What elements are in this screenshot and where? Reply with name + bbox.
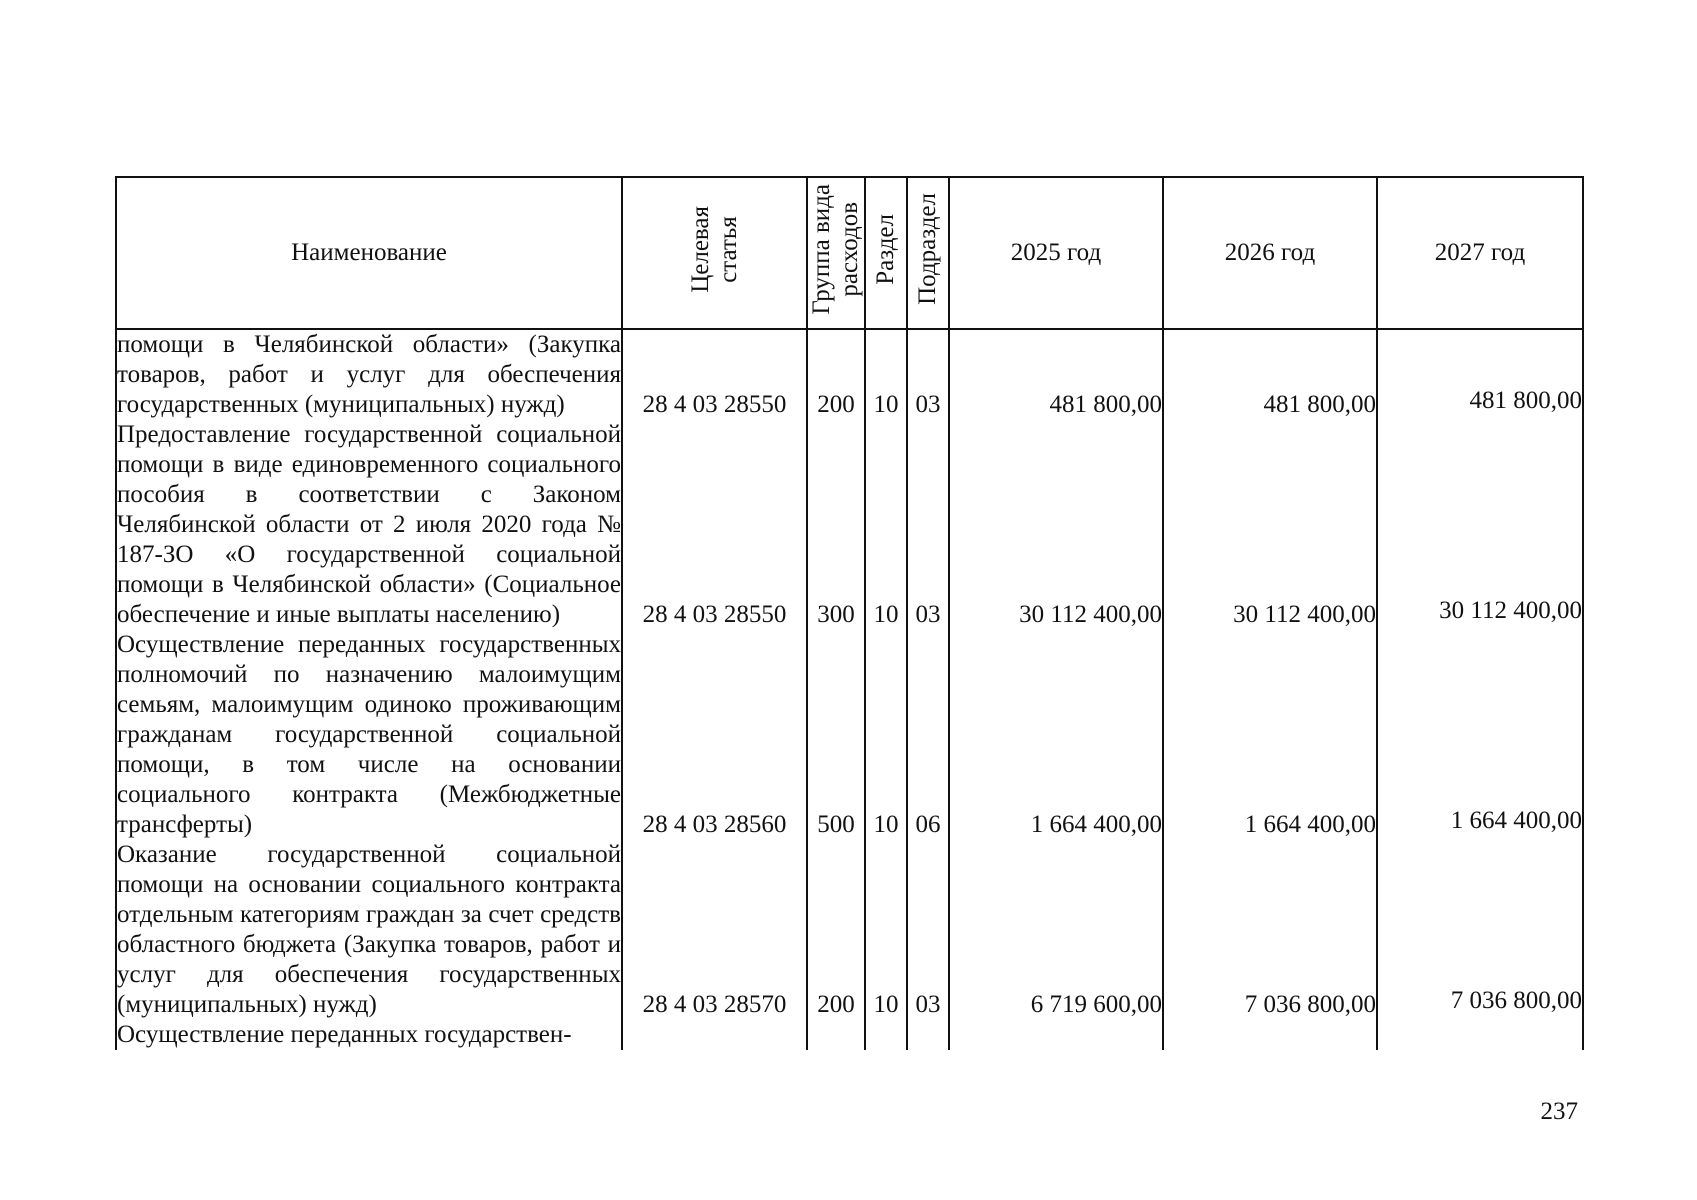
header-2025: 2025 год [949, 177, 1163, 329]
table-header-row [116, 177, 1583, 329]
row-subsection: 03 [907, 420, 949, 630]
header-name: Наименование [116, 177, 622, 329]
row-target-code [622, 1020, 807, 1050]
header-expense-group: Группа вида расходов [807, 177, 865, 329]
header-2026: 2026 год [1163, 177, 1377, 329]
table-row [116, 420, 1583, 630]
row-expense-group: 200 [807, 840, 865, 1020]
row-subsection: 03 [907, 840, 949, 1020]
row-section: 10 [865, 630, 907, 840]
row-expense-group: 300 [807, 420, 865, 630]
row-amount-2025: 6 719 600,00 [949, 840, 1163, 1020]
row-expense-group: 500 [807, 630, 865, 840]
row-amount-2026: 1 664 400,00 [1163, 630, 1377, 840]
row-amount-2027: 481 800,00 [1377, 329, 1583, 420]
row-name: Осуществление переданных государственных полномочий по назначению малоимущим семьям, малоимущим одиноко проживающим гражданам государственной социальной помощи, в том числе на основании социального контракта (Межбюджетные трансферты) [117, 631, 621, 838]
page-number: 237 [1540, 1098, 1578, 1125]
row-section: 10 [865, 840, 907, 1020]
row-amount-2025: 1 664 400,00 [949, 630, 1163, 840]
row-target-code: 28 4 03 28570 [622, 840, 807, 1020]
row-target-code: 28 4 03 28550 [622, 420, 807, 630]
table-row [116, 1020, 1583, 1050]
row-section: 10 [865, 420, 907, 630]
table-row [116, 840, 1583, 1020]
row-amount-2027: 1 664 400,00 [1377, 630, 1583, 840]
row-subsection: 03 [907, 329, 949, 420]
row-amount-2025: 481 800,00 [949, 329, 1163, 420]
row-section: 10 [865, 329, 907, 420]
row-amount-2026: 481 800,00 [1163, 329, 1377, 420]
row-amount-2026: 7 036 800,00 [1163, 840, 1377, 1020]
row-amount-2027 [1377, 1020, 1583, 1050]
header-target-article: Целевая статья [622, 177, 807, 329]
header-subsection: Подраздел [907, 177, 949, 329]
header-section: Раздел [865, 177, 907, 329]
row-subsection [907, 1020, 949, 1050]
row-name: Осуществление переданных государствен- [116, 1020, 622, 1050]
header-2027: 2027 год [1377, 177, 1583, 329]
row-expense-group: 200 [807, 329, 865, 420]
row-amount-2027: 7 036 800,00 [1377, 840, 1583, 1020]
table-row [116, 329, 1583, 420]
row-subsection: 06 [907, 630, 949, 840]
row-amount-2025: 30 112 400,00 [949, 420, 1163, 630]
row-target-code: 28 4 03 28550 [622, 329, 807, 420]
budget-table [115, 176, 1584, 1050]
row-amount-2026: 30 112 400,00 [1163, 420, 1377, 630]
table-row [116, 630, 1583, 840]
row-amount-2026 [1163, 1020, 1377, 1050]
row-section [865, 1020, 907, 1050]
row-name: Предоставление государственной социальной помощи в виде единовременного социального пособия в соответствии с Законом Челябинской области от 2 июля 2020 года № 187-ЗО «О государственной социальной помощи в Челябинской области» (Социальное обеспечение и иные выплаты населению) [117, 421, 621, 628]
row-target-code: 28 4 03 28560 [622, 630, 807, 840]
row-name: помощи в Челябинской области» (Закупка товаров, работ и услуг для обеспечения государственных (муниципальных) нужд) [117, 331, 621, 418]
row-expense-group [807, 1020, 865, 1050]
row-amount-2027: 30 112 400,00 [1377, 420, 1583, 630]
row-name: Оказание государственной социальной помощи на основании социального контракта отдельным категориям граждан за счет средств областного бюджета (Закупка товаров, работ и услуг для обеспечения государственных (муниципальных) нужд) [117, 841, 621, 1018]
row-amount-2025 [949, 1020, 1163, 1050]
